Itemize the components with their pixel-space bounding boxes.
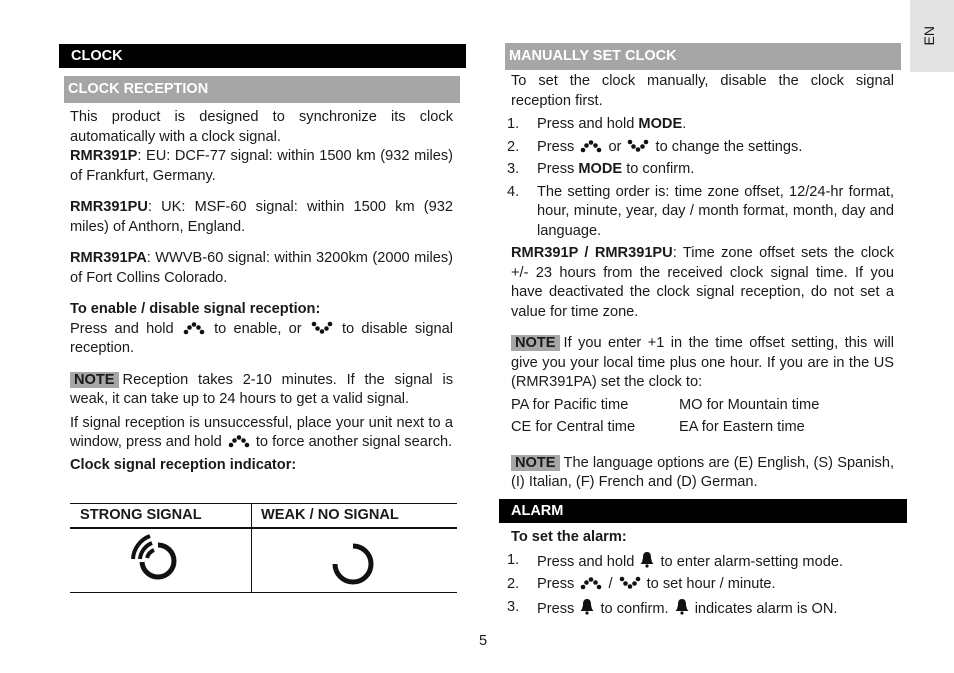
strong-signal-header: STRONG SIGNAL xyxy=(80,507,202,523)
note-badge: NOTE xyxy=(70,372,119,388)
zone-pacific: PA for Pacific time xyxy=(511,396,629,413)
alarm-bell-icon xyxy=(580,598,594,615)
manual-step-1: 1. Press and hold MODE. xyxy=(507,116,687,132)
manual-intro: To set the clock manually, disable the clock signal reception first. xyxy=(511,73,894,109)
alarm-step-1: 1. Press and hold to enter alarm-setting mode. xyxy=(507,551,843,570)
down-arrow-icon xyxy=(311,321,333,335)
down-arrow-icon xyxy=(619,576,641,590)
model-rmr391pu: RMR391PU: UK: MSF-60 signal: within 1500 km (932 miles) of Anthorn, England. xyxy=(70,199,453,235)
alarm-bell-icon xyxy=(640,551,654,568)
manual-set-body xyxy=(507,72,895,493)
note-badge: NOTE xyxy=(511,335,560,351)
model-rmr391p: RMR391P: EU: DCF-77 signal: within 1500 km (932 miles) of Frankfurt, Germany. xyxy=(70,148,453,184)
weak-signal-header: WEAK / NO SIGNAL xyxy=(261,507,399,523)
manual-step-4: 4. The setting order is: time zone offset, 12/24-hr format, hour, minute, year, day / month format, month, day and language. xyxy=(507,183,894,239)
alarm-step-2: 2. Press / to set hour / minute. xyxy=(507,576,776,592)
zone-eastern: EA for Eastern time xyxy=(679,418,805,435)
enable-heading: To enable / disable signal reception: xyxy=(70,301,321,317)
up-arrow-icon xyxy=(228,434,250,448)
language-note: NOTE The language options are (E) English, (S) Spanish, (I) Italian, (F) French and (D) German. xyxy=(511,454,894,490)
clock-reception-header: CLOCK RECEPTION xyxy=(64,76,460,103)
clock-reception-body xyxy=(70,108,453,475)
table-header-rule xyxy=(70,527,457,529)
clock-section-header: CLOCK xyxy=(59,44,466,68)
model-rmr391pa: RMR391PA: WWVB-60 signal: within 3200km (2000 miles) of Fort Collins Colorado. xyxy=(70,250,453,286)
manual-set-clock-header: MANUALLY SET CLOCK xyxy=(505,43,901,70)
unsuccessful-text: If signal reception is unsuccessful, place your unit next to a window, press and hold to force another signal search. xyxy=(70,414,453,450)
down-arrow-icon xyxy=(627,139,649,153)
indicator-heading: Clock signal reception indicator: xyxy=(70,456,297,473)
language-label: EN xyxy=(920,26,937,46)
table-top-rule xyxy=(70,503,457,504)
alarm-heading: To set the alarm: xyxy=(511,529,627,545)
page-number: 5 xyxy=(478,633,488,649)
up-arrow-icon xyxy=(580,576,602,590)
alarm-step-3: 3. Press to confirm. indicates alarm is ON. xyxy=(507,598,838,617)
enable-instructions: Press and hold to enable, or to disable signal reception. xyxy=(70,320,453,356)
alarm-section-header: ALARM xyxy=(499,499,907,523)
strong-signal-icon xyxy=(128,532,188,588)
note-badge: NOTE xyxy=(511,455,560,471)
manual-step-3: 3. Press MODE to confirm. xyxy=(507,161,695,177)
weak-signal-icon xyxy=(325,536,381,592)
intro-text: This product is designed to synchronize its clock automatically with a clock signal. xyxy=(70,109,453,145)
table-bottom-rule xyxy=(70,592,457,593)
time-zone-text: RMR391P / RMR391PU: Time zone offset sets the clock +/- 23 hours from the received clock signal time. If you have deactivated the clock signal reception, do not set a value for time zone. xyxy=(511,245,895,320)
table-divider xyxy=(251,504,252,592)
up-arrow-icon xyxy=(183,321,205,335)
alarm-body xyxy=(507,528,894,619)
zone-list xyxy=(511,396,894,440)
up-arrow-icon xyxy=(580,139,602,153)
reception-note: NOTE Reception takes 2-10 minutes. If the signal is weak, it can take up to 24 hours to get a valid signal. xyxy=(70,371,453,407)
zone-mountain: MO for Mountain time xyxy=(679,396,820,413)
alarm-bell-icon xyxy=(675,598,689,615)
manual-step-2: 2. Press or to change the settings. xyxy=(507,138,803,155)
offset-note: NOTE If you enter +1 in the time offset setting, this will give you your local time plus one hour. If you are in the US (RMR391PA) set the clock to: xyxy=(511,335,894,390)
zone-central: CE for Central time xyxy=(511,418,636,435)
